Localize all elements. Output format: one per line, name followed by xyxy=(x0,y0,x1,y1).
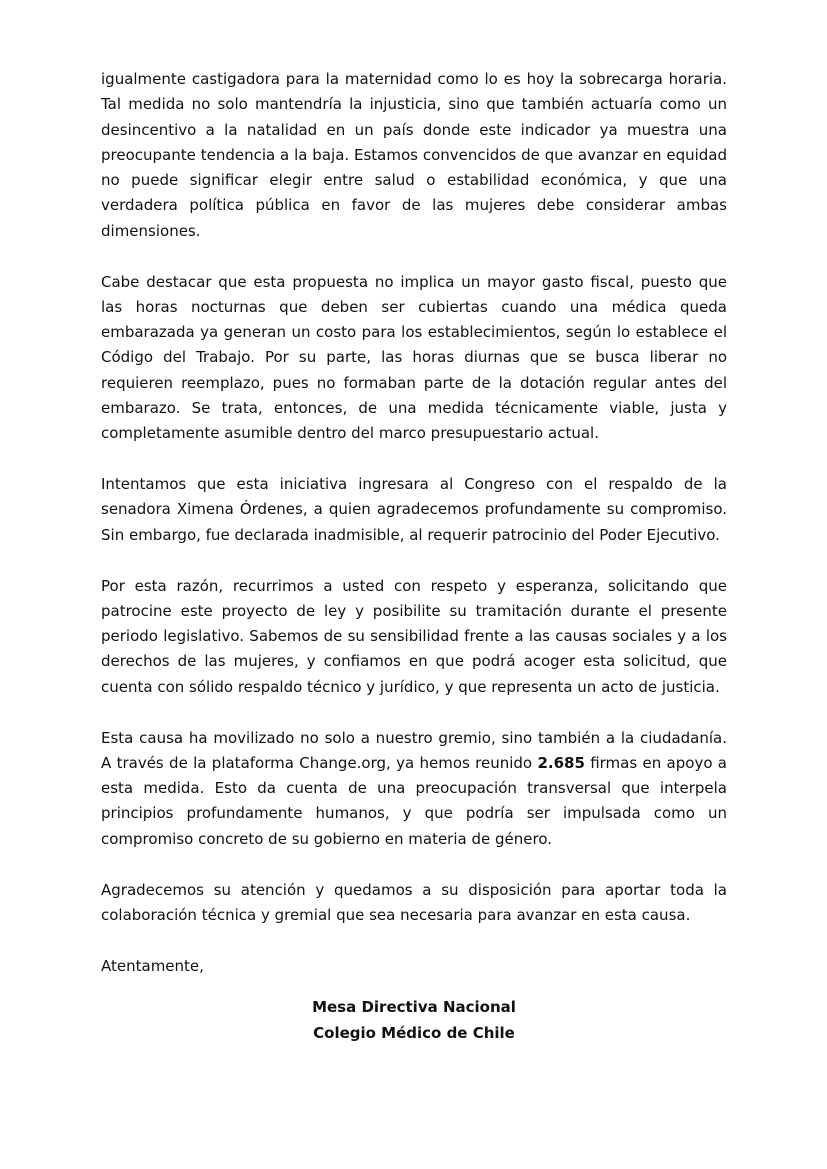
signature-line-organization: Colegio Médico de Chile xyxy=(313,1023,515,1042)
paragraph-signatures xyxy=(101,726,727,852)
signature-block xyxy=(101,995,727,1046)
closing-salutation: Atentamente, xyxy=(101,956,204,975)
paragraph-request-sponsorship: Por esta razón, recurrimos a usted con respeto y esperanza, solicitando que patrocine este proyecto de ley y posibilite su tramitación durante el presente periodo legislativo. Sabemos de su sensibilidad frente a las causas sociales y a los derechos de las mujeres, y confiamos en que podrá acoger esta solicitud, que cuenta con sólido respaldo técnico y jurídico, y que representa un acto de justicia. xyxy=(101,576,727,696)
signatures-text-after: firmas en apoyo a esta medida. Esto da cuenta de una preocupación transversal que interpela principios profundamente humanos, y que podría ser impulsada como un compromiso concreto de su gobierno en materia de género. xyxy=(101,753,728,848)
signatures-text-before: Esta causa ha movilizado no solo a nuestro gremio, sino también a la ciudadanía. A través de la plataforma Change.org, ya hemos reunido xyxy=(101,728,727,772)
signature-line-directive: Mesa Directiva Nacional xyxy=(312,998,516,1016)
paragraph-congress-initiative: Intentamos que esta iniciativa ingresara al Congreso con el respaldo de la senadora Ximena Órdenes, a quien agradecemos profundamente su compromiso. Sin embargo, fue declarada inadmisible, al requerir patrocinio del Poder Ejecutivo. xyxy=(101,475,727,544)
paragraph-fiscal-cost: Cabe destacar que esta propuesta no implica un mayor gasto fiscal, puesto que las horas nocturnas que deben ser cubiertas cuando una médica queda embarazada ya generan un costo para los establecimientos, según lo establece el Código del Trabajo. Por su parte, las horas diurnas que se busca liberar no requieren reemplazo, pues no formaban parte de la dotación regular antes del embarazo. Se trata, entonces, de una medida técnicamente viable, justa y completamente asumible dentro del marco presupuestario actual. xyxy=(101,272,727,443)
paragraph-maternity-equity: igualmente castigadora para la maternidad como lo es hoy la sobrecarga horaria. Tal medida no solo mantendría la injusticia, sino que también actuaría como un desincentivo a la natalidad en un país donde este indicador ya muestra una preocupante tendencia a la baja. Estamos convencidos de que avanzar en equidad no puede significar elegir entre salud o estabilidad económica, y que una verdadera política pública en favor de las mujeres debe considerar ambas dimensiones. xyxy=(101,70,727,240)
signature-count: 2.685 xyxy=(537,753,585,772)
letter-body xyxy=(101,67,727,979)
paragraph-thanks: Agradecemos su atención y quedamos a su disposición para aportar toda la colaboración técnica y gremial que sea necesaria para avanzar en esta causa. xyxy=(101,880,727,924)
